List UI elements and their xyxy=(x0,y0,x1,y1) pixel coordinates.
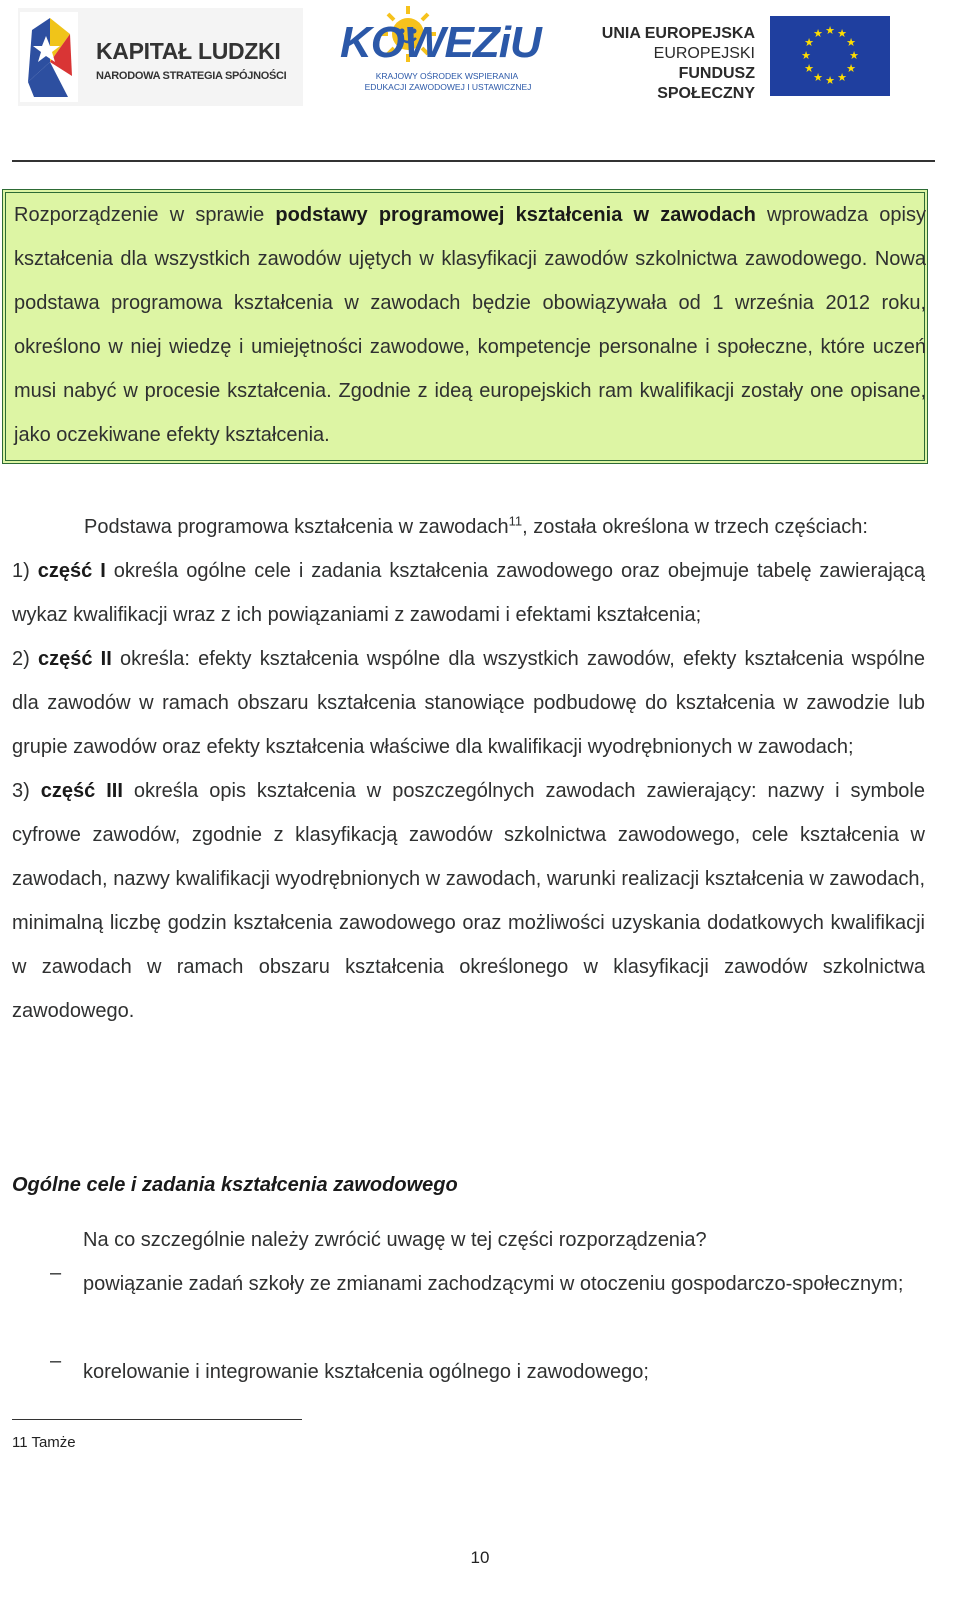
svg-text:★: ★ xyxy=(837,27,847,40)
kapital-ludzki-logo xyxy=(18,8,303,106)
svg-text:★: ★ xyxy=(804,36,814,49)
koweziu-line1: KRAJOWY OŚRODEK WSPIERANIA xyxy=(375,71,519,81)
eu-logo xyxy=(585,14,890,102)
section-question: Na co szczególnie należy zwrócić uwagę w tej części rozporządzenia? xyxy=(83,1229,707,1251)
part-3-label: część III xyxy=(40,780,123,802)
part-2-text: określa: efekty kształcenia wspólne dla wszystkich zawodów, efekty kształcenia wspólne dla zawodów w ramach obszaru kształcenia stanowiące podbudowę do kształcenia w zawodzie lub grupie zawodów oraz efekty kształcenia właściwe dla kwalifikacji wyodrębnionych w zawodach; xyxy=(12,648,926,758)
bullet-dash-2: – xyxy=(50,1350,62,1372)
part-1 xyxy=(12,549,925,637)
part-2 xyxy=(12,637,925,769)
part-3-num: 3) xyxy=(12,780,41,802)
bullet-dash-1: – xyxy=(50,1262,62,1284)
highlight-paragraph xyxy=(14,193,926,457)
koweziu-title: KOWEZiU xyxy=(340,18,541,67)
svg-text:★: ★ xyxy=(813,71,823,84)
svg-text:★: ★ xyxy=(837,71,847,84)
body-text xyxy=(12,505,925,1033)
highlight-box xyxy=(2,189,928,464)
eu-logo-text xyxy=(585,24,755,104)
koweziu-logo xyxy=(340,0,550,110)
box-bold: podstawy programowej kształcenia w zawodach xyxy=(275,204,756,226)
eu-flag-icon xyxy=(770,16,890,96)
svg-text:★: ★ xyxy=(846,36,856,49)
part-3 xyxy=(12,769,925,1033)
box-lead: Rozporządzenie w sprawie xyxy=(14,204,276,226)
part-1-num: 1) xyxy=(12,560,38,582)
part-3-text: określa opis kształcenia w poszczególnych zawodach zawierający: nazwy i symbole cyfrowe zawodów, zgodnie z klasyfikacją zawodów szkolnictwa zawodowego, cele kształcenia w zawodach, nazwy kwalifikacji wyodrębnionych w zawodach, warunki realizacji kształcenia w zawodach, minimalną liczbę godzin kształcenia zawodowego oraz możliwości uzyskania dodatkowych kwalifikacji w zawodach w ramach obszaru kształcenia określonego w klasyfikacji zawodów szkolnictwa zawodowego. xyxy=(12,780,926,1022)
part-2-label: część II xyxy=(37,648,112,670)
footnote: 11 Tamże xyxy=(12,1434,76,1451)
footnote-ref: 11 xyxy=(508,513,523,529)
part-1-label: część I xyxy=(37,560,106,582)
kl-title: KAPITAŁ LUDZKI xyxy=(96,38,281,64)
section-heading: Ogólne cele i zadania kształcenia zawodowego xyxy=(12,1174,458,1196)
eu-line3: FUNDUSZ SPOŁECZNY xyxy=(657,65,755,102)
eu-line2: EUROPEJSKI xyxy=(653,45,755,62)
svg-text:★: ★ xyxy=(846,62,856,75)
bullet-item-2: korelowanie i integrowanie kształcenia ogólnego i zawodowego; xyxy=(83,1361,649,1383)
footnote-divider xyxy=(12,1419,302,1420)
svg-text:★: ★ xyxy=(813,27,823,40)
page-number: 10 xyxy=(470,1548,490,1567)
intro-after: , została określona w trzech częściach: xyxy=(522,516,868,538)
eu-line1: UNIA EUROPEJSKA xyxy=(601,25,755,42)
kl-subtitle: NARODOWA STRATEGIA SPÓJNOŚCI xyxy=(96,70,287,82)
part-1-text: określa ogólne cele i zadania kształcenia zawodowego oraz obejmuje tabelę zawierającą wykaz kwalifikacji wraz z ich powiązaniami z zawodami i efektami kształcenia; xyxy=(12,560,926,626)
intro-before: Podstawa programowa kształcenia w zawodach xyxy=(84,516,509,538)
koweziu-line2: EDUKACJI ZAWODOWEJ I USTAWICZNEJ xyxy=(364,82,532,92)
svg-text:★: ★ xyxy=(825,24,835,37)
part-2-num: 2) xyxy=(12,648,38,670)
svg-text:★: ★ xyxy=(825,74,835,87)
bullet-item-1: powiązanie zadań szkoły ze zmianami zachodzącymi w otoczeniu gospodarczo-społecznym; xyxy=(83,1273,904,1295)
kapital-ludzki-star-icon xyxy=(20,12,78,102)
svg-text:★: ★ xyxy=(804,62,814,75)
intro-paragraph xyxy=(12,505,925,549)
svg-text:★: ★ xyxy=(849,49,859,62)
header-divider xyxy=(12,160,935,162)
box-rest: wprowadza opisy kształcenia dla wszystkich zawodów ujętych w klasyfikacji zawodów szkolnictwa zawodowego. Nowa podstawa programowa kształcenia w zawodach będzie obowiązywała od 1 września 2012 roku, określono w niej wiedzę i umiejętności zawodowe, kompetencje personalne i społeczne, które uczeń musi nabyć w procesie kształcenia. Zgodnie z ideą europejskich ram kwalifikacji zostały one opisane, jako oczekiwane efekty kształcenia. xyxy=(14,204,926,446)
svg-text:★: ★ xyxy=(801,49,811,62)
header-logos xyxy=(0,0,960,120)
